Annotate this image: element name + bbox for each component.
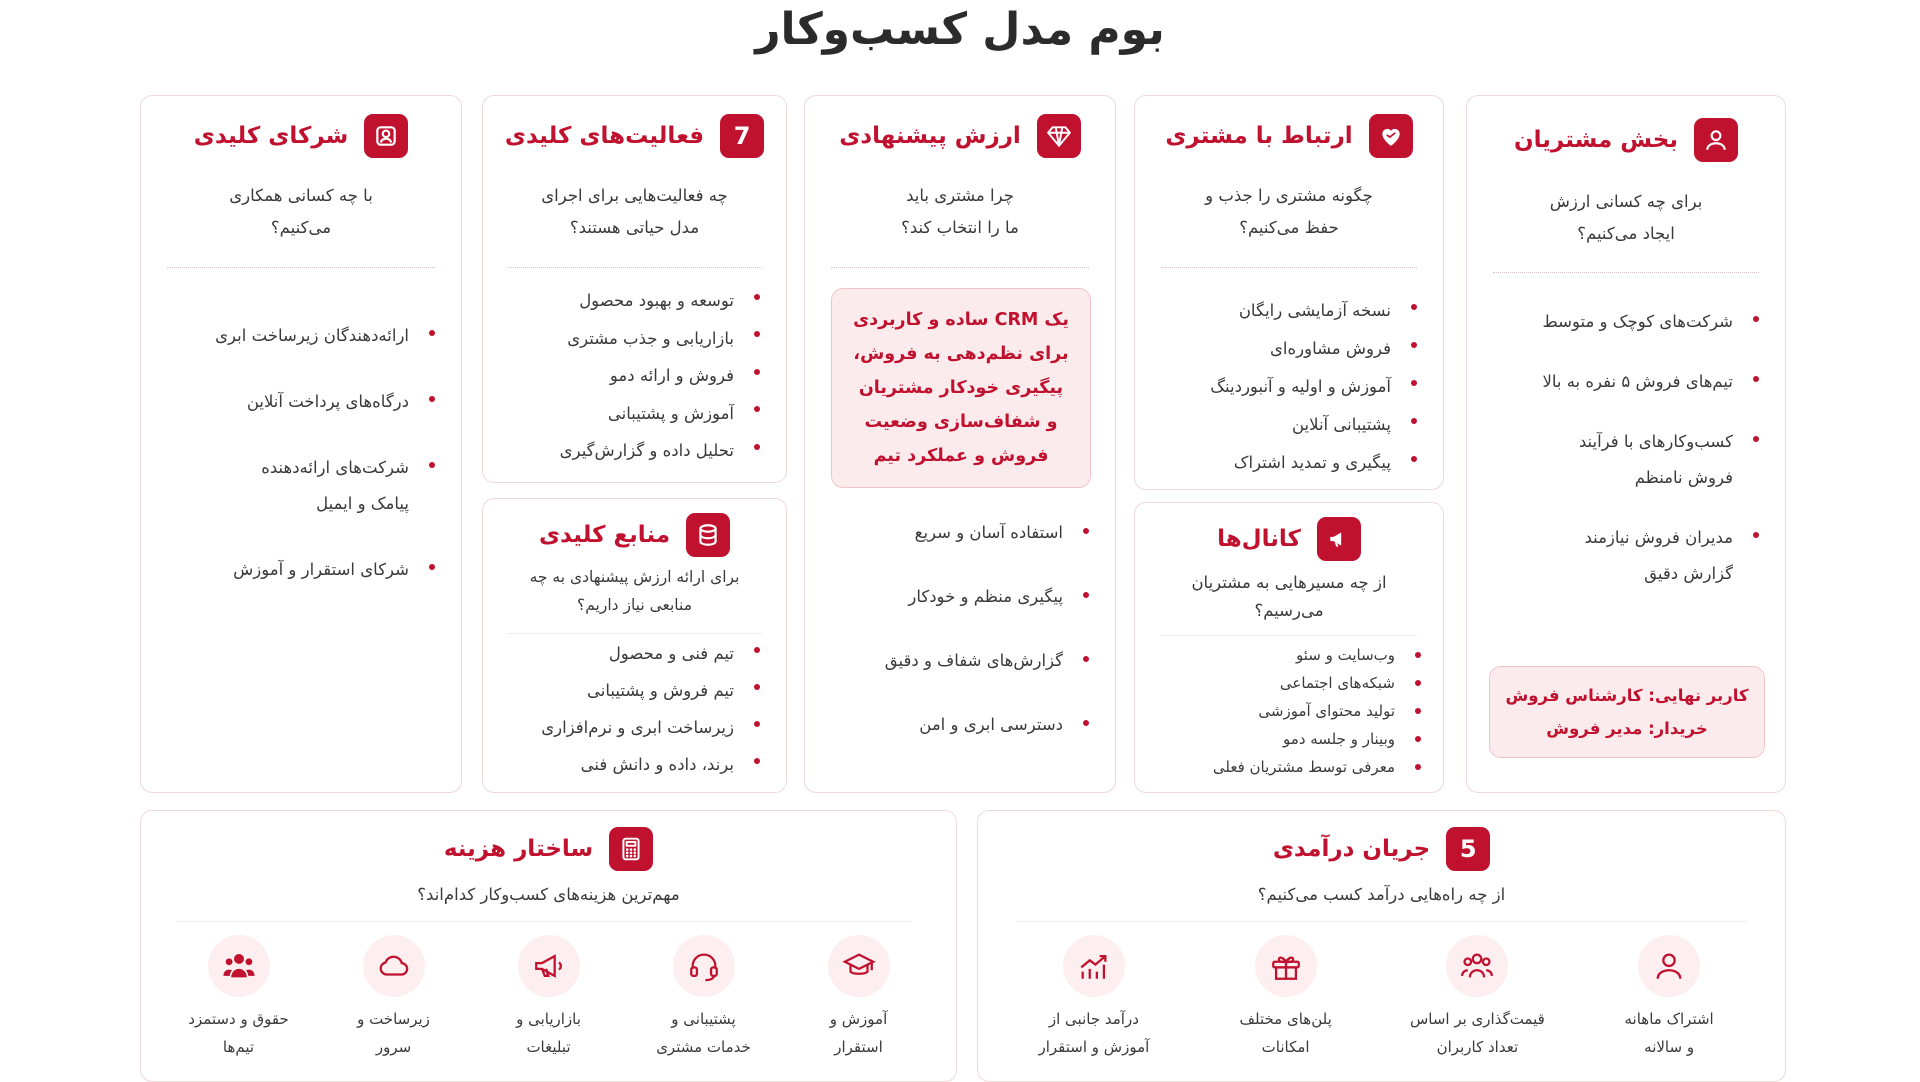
list-item: فروش مشاوره‌ای (1151, 330, 1425, 368)
cost-item: بازاریابی و تبلیغات (474, 935, 624, 1061)
chart-growth-icon (1063, 935, 1125, 997)
headset-icon (673, 935, 735, 997)
list-item: شرکت‌های کوچک و متوسط (1487, 304, 1767, 340)
revenue-streams-card (977, 810, 1786, 1082)
cost-item: حقوق و دستمزد تیم‌ها (164, 935, 314, 1061)
megaphone-icon (1317, 517, 1361, 561)
card-question: چه فعالیت‌هایی برای اجرای مدل حیاتی هستند؟ (541, 186, 728, 237)
list-item: تیم‌های فروش ۵ نفره به بالا (1487, 364, 1767, 400)
list-item: تیم فروش و پشتیبانی (499, 672, 768, 709)
card-title: ارزش پیشنهادی (839, 123, 1021, 149)
card-question: برای چه کسانی ارزش ایجاد می‌کنیم؟ (1549, 192, 1703, 243)
revenue-item: درآمد جانبی از آموزش و استقرار (1019, 935, 1169, 1061)
revenue-item: قیمت‌گذاری بر اساس تعداد کاربران (1402, 935, 1552, 1061)
card-title: فعالیت‌های کلیدی (504, 123, 705, 149)
list-item: درگاه‌های پرداخت آنلاین (161, 384, 443, 420)
key-partners-card (140, 95, 462, 793)
list-item: توسعه و بهبود محصول (499, 282, 768, 320)
user-icon (1638, 935, 1700, 997)
customer-segments-card (1466, 95, 1786, 793)
list-item: پیگیری و تمدید اشتراک (1151, 444, 1425, 482)
list-item: زیرساخت ابری و نرم‌افزاری (499, 709, 768, 746)
list-item: تیم فنی و محصول (499, 635, 768, 672)
cost-item: پشتیبانی و خدمات مشتری (629, 935, 779, 1061)
team-icon (208, 935, 270, 997)
revenue-badge: 5 (1446, 827, 1490, 871)
segments-list (1487, 304, 1767, 592)
activities-badge: 7 (720, 114, 764, 158)
cloud-icon (363, 935, 425, 997)
channels-list (1151, 641, 1429, 781)
channels-card (1134, 502, 1444, 793)
list-item: پیگیری منظم و خودکار (825, 580, 1097, 614)
list-item: کسب‌وکارهای با فرآیند فروش نامنظم (1487, 424, 1767, 496)
list-item: گزارش‌های شفاف و دقیق (825, 644, 1097, 678)
list-item: پشتیبانی آنلاین (1151, 406, 1425, 444)
list-item: فروش و ارائه دمو (499, 357, 768, 395)
list-item: شبکه‌های اجتماعی (1151, 669, 1429, 697)
cost-item: زیرساخت و سرور (319, 935, 469, 1061)
card-question: مهم‌ترین هزینه‌های کسب‌وکار کدام‌اند؟ (417, 885, 680, 904)
graduation-cap-icon (828, 935, 890, 997)
card-title: ساختار هزینه (443, 836, 594, 862)
value-list (825, 516, 1097, 742)
list-item: آموزش و اولیه و آنبوردینگ (1151, 368, 1425, 406)
calculator-icon (609, 827, 653, 871)
list-item: تحلیل داده و گزارش‌گیری (499, 432, 768, 470)
list-item: معرفی توسط مشتریان فعلی (1151, 753, 1429, 781)
activities-list (499, 282, 768, 470)
partner-icon (364, 114, 408, 158)
customer-relationships-card (1134, 95, 1444, 490)
relationships-list (1151, 292, 1425, 482)
card-title: ارتباط با مشتری (1165, 123, 1353, 149)
card-question: برای ارائه ارزش پیشنهادی به چه منابعی نیاز داریم؟ (529, 568, 740, 614)
card-question: از چه راه‌هایی درآمد کسب می‌کنیم؟ (1257, 885, 1506, 904)
megaphone-icon (518, 935, 580, 997)
card-question: چگونه مشتری را جذب و حفظ می‌کنیم؟ (1205, 186, 1373, 237)
resources-list (499, 635, 768, 783)
end-user-note: کاربر نهایی: کارشناس فروش خریدار: مدیر فروش (1489, 666, 1765, 758)
page-title: بوم مدل کسب‌وکار (755, 4, 1165, 55)
revenue-item: پلن‌های مختلف امکانات (1211, 935, 1361, 1061)
value-proposition-card (804, 95, 1116, 793)
card-title: بخش مشتریان (1514, 127, 1678, 153)
card-question: با چه کسانی همکاری می‌کنیم؟ (229, 186, 373, 237)
card-title: شرکای کلیدی (193, 123, 349, 149)
list-item: نسخه آزمایشی رایگان (1151, 292, 1425, 330)
cost-item: آموزش و استقرار (784, 935, 934, 1061)
list-item: شرکای استقرار و آموزش (161, 552, 443, 588)
list-item: دسترسی ابری و امن (825, 708, 1097, 742)
list-item: مدیران فروش نیازمند گزارش دقیق (1487, 520, 1767, 592)
list-item: وبینار و جلسه دمو (1151, 725, 1429, 753)
heart-handshake-icon (1369, 114, 1413, 158)
cost-structure-card (140, 810, 957, 1082)
list-item: شرکت‌های ارائه‌دهنده پیامک و ایمیل (161, 450, 443, 522)
user-icon (1694, 118, 1738, 162)
card-question: از چه مسیرهایی به مشتریان می‌رسیم؟ (1191, 573, 1387, 620)
card-title: جریان درآمدی (1272, 836, 1431, 862)
key-activities-card (482, 95, 787, 483)
list-item: استفاده آسان و سریع (825, 516, 1097, 550)
card-title: کانال‌ها (1217, 526, 1301, 552)
users-icon (1446, 935, 1508, 997)
list-item: تولید محتوای آموزشی (1151, 697, 1429, 725)
card-question: چرا مشتری باید ما را انتخاب کند؟ (901, 186, 1019, 237)
database-icon (686, 513, 730, 557)
revenue-item: اشتراک ماهانه و سالانه (1594, 935, 1744, 1061)
card-title: منابع کلیدی (538, 522, 671, 548)
list-item: آموزش و پشتیبانی (499, 395, 768, 433)
list-item: وب‌سایت و سئو (1151, 641, 1429, 669)
key-resources-card (482, 498, 787, 793)
list-item: بازاریابی و جذب مشتری (499, 320, 768, 358)
list-item: برند، داده و دانش فنی (499, 746, 768, 783)
diamond-icon (1037, 114, 1081, 158)
gift-icon (1255, 935, 1317, 997)
partners-list (161, 318, 443, 588)
value-highlight: یک CRM ساده و کاربردی برای نظم‌دهی به فروش، پیگیری خودکار مشتریان و شفاف‌سازی وضعیت فروش و عملکرد تیم (831, 288, 1091, 488)
list-item: ارائه‌دهندگان زیرساخت ابری (161, 318, 443, 354)
